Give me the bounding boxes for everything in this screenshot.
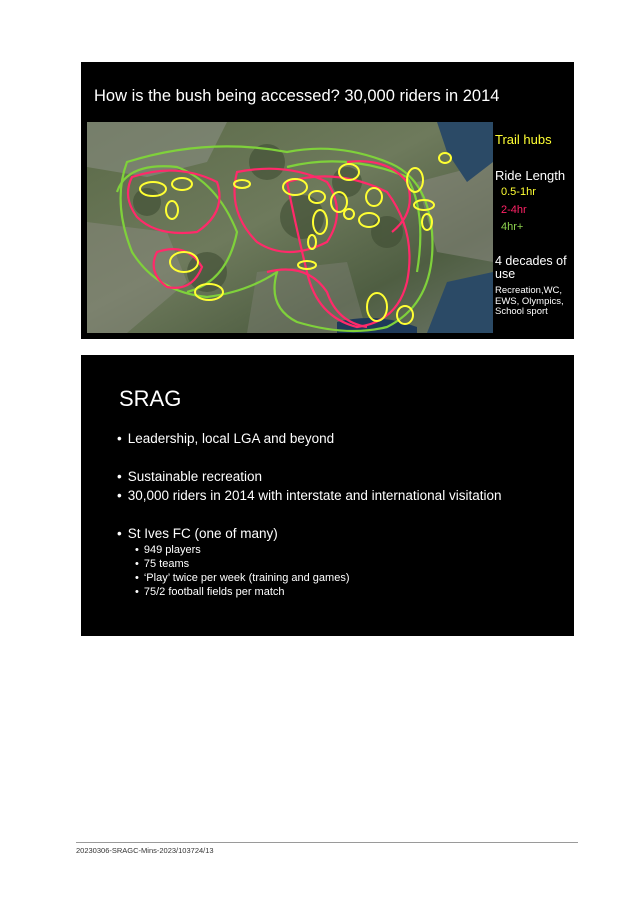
sub-bullet-item: • 949 players (135, 544, 201, 556)
legend-range-medium: 2-4hr (501, 204, 527, 216)
bullet-item: • 30,000 riders in 2014 with interstate and international visitation (117, 488, 501, 503)
legend-decades-of-use: 4 decades of use (495, 254, 567, 281)
satellite-map-image (87, 122, 493, 333)
legend-trail-hubs: Trail hubs (495, 132, 552, 147)
sub-bullet-item: • 75/2 football fields per match (135, 586, 285, 598)
bullet-item: • Leadership, local LGA and beyond (117, 431, 334, 446)
sub-bullet-item: • 75 teams (135, 558, 189, 570)
footer-reference: 20230306-SRAGC-Mins-2023/103724/13 (76, 846, 214, 855)
footer-divider (76, 842, 578, 843)
slide-title: SRAG (119, 386, 182, 411)
sub-bullet-item: • ‘Play’ twice per week (training and games) (135, 572, 350, 584)
slide-srag (81, 355, 574, 636)
legend-range-short: 0.5-1hr (501, 186, 536, 198)
legend-use-types: Recreation,WC, EWS, Olympics, School sport (495, 285, 564, 317)
slide-trail-access (81, 62, 574, 339)
slide-title: How is the bush being accessed? 30,000 riders in 2014 (94, 87, 500, 105)
legend-ride-length-heading: Ride Length (495, 168, 566, 183)
bullet-item: • St Ives FC (one of many) (117, 526, 278, 541)
legend-range-long: 4hr+ (501, 221, 524, 233)
bullet-item: • Sustainable recreation (117, 469, 262, 484)
